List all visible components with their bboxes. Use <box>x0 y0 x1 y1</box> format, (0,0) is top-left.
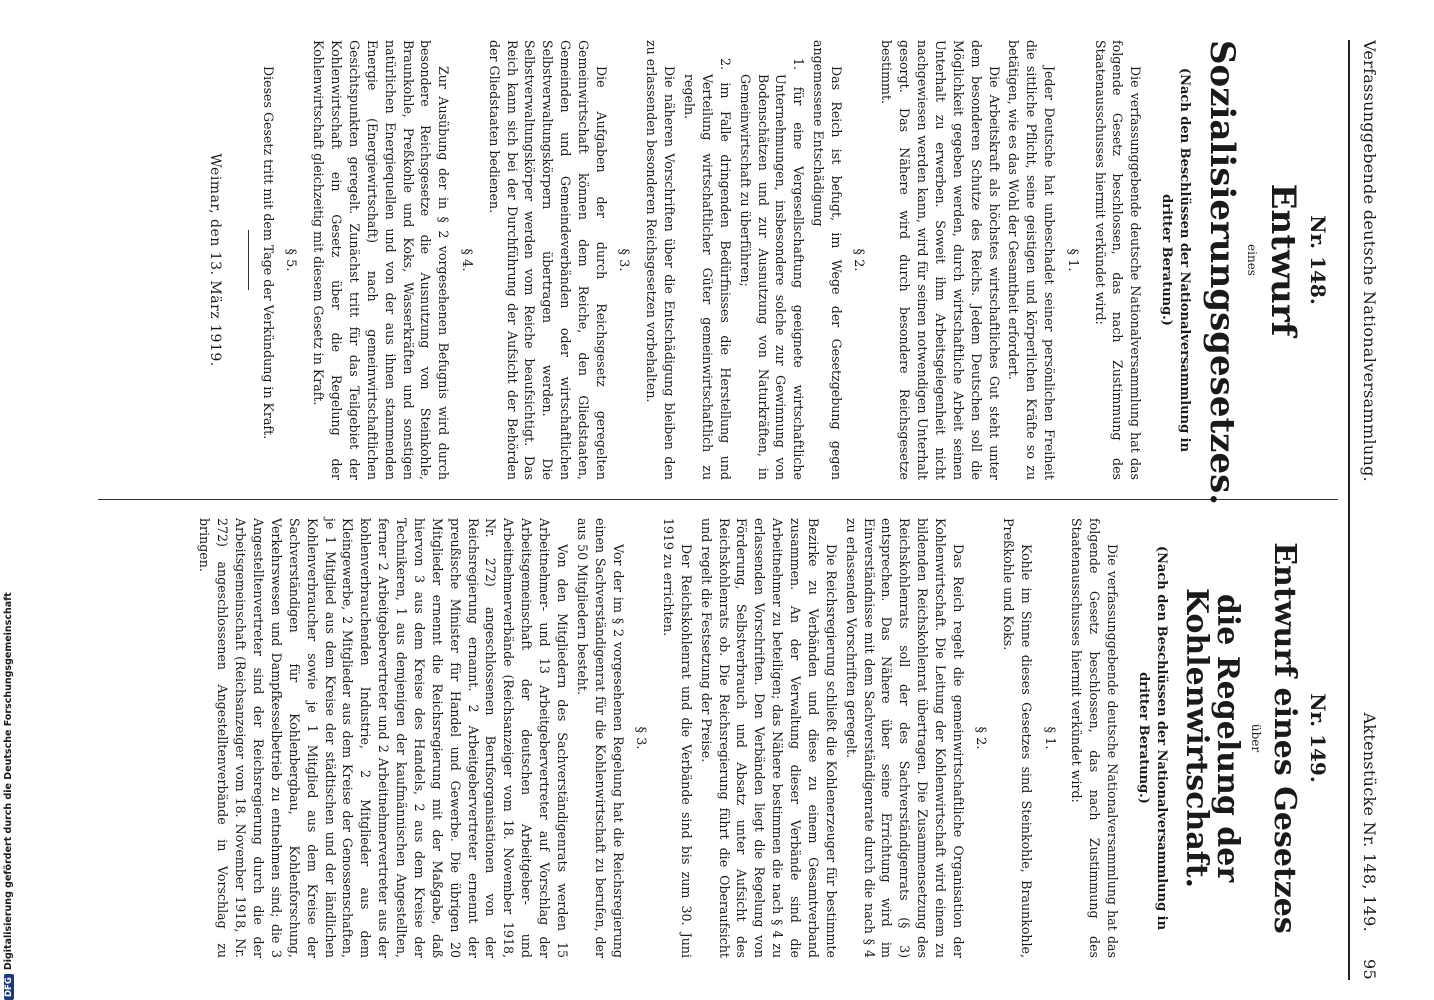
credit-line <box>3 592 14 1000</box>
doc-148-section-2-heading: § 2. <box>851 248 867 272</box>
doc-149-section-3-paragraph-2: Von den Mitgliedern des Sachverständigenrats werden 15 Arbeitnehmer- und 13 Arbeitgebervertreter auf Vorschlag der Arbeitsgemeinschaft der deutschen Arbeitgeber- und Arbeitnehmerverbände (Reichsanzeiger vom 18. November 1918, Nr. 272) angeschlossenen Berufsorganisationen von der Reichsregierung ernannt. 2 Arbeitgebervertreter ernennt der preußische Minister für Handel und Gewerbe. Die übrigen 20 Mitglieder ernennt die Reichsregierung mit der Maßgabe, daß hiervon 3 aus dem Kreise des Handels, 2 aus dem Kreise der Technikeren, 1 aus demjenigen der kaufmännischen Angestellten, ferner 2 Arbeitgebervertreter und 2 Arbeitnehmervertreter aus der kohlenverbrauchenden Industrie, 2 Mitglieder aus dem Kleingewerbe, 2 Mitglieder aus dem Kreise der Genossenschaften, je 1 Mitglied aus dem Kreise der städtischen und der ländlichen Kohlenverbraucher sowie je 1 Mitglied aus dem Kreise der Sachverständigen für Kohlenbergbau, Kohlenforschung, Verkehrswesen und Dampfkesselbetrieb zu entnehmen sind; die 3 Angestelltenvertreter sind der Reichsregierung durch die der Arbeitsgemeinschaft (Reichsanzeiger vom 18. November 1918, Nr. 272) angeschlossenen Angestelltenverbände in Vorschlag zu bringen. <box>197 518 570 958</box>
doc-148-section-4-paragraph-1: Zur Ausübung der in § 2 vorgesehenen Befugnis wird durch besondere Reichsgesetze die Ausnutzung von Steinkohle, Braunkohle, Preßkohle und Koks, Wasserkräften und sonstigen natürlichen Energiequellen und von der aus ihnen stammenden Energie (Energiewirtschaft) nach gemeinwirtschaftlichen Gesichtspunkten geregelt. Zunächst tritt für das Teilgebiet der Kohlenwirtschaft ein Gesetz über die Regelung der Kohlenwirtschaft gleichzeitig mit diesem Gesetz in Kraft. <box>311 40 452 480</box>
doc-148-section-1-paragraph-1: Jeder Deutsche hat unbeschadet seiner persönlichen Freiheit die sittliche Pflicht, seine geistigen und körperlichen Kräfte so zu betätigen, wie es das Wohl der Gesamtheit erfordert. <box>1006 40 1058 480</box>
credit-text: Digitalisierung gefördert durch die Deutsche Forschungsgemeinschaft <box>3 592 14 971</box>
doc-148-section-2-item-2: 2. im Falle dringenden Bedürfnisses die Herstellung und Verteilung wirtschaftlicher Güter gemeinwirtschaftlich zu regeln. <box>682 58 733 480</box>
doc-148-section-3-paragraph-1: Die Aufgaben der durch Reichsgesetz geregelten Gemeinwirtschaft können dem Reiche, den Gliedstaaten, Gemeinden und Gemeindeverbänden oder wirtschaftlichen Selbstverwaltungskörpern übertragen werden. Die Selbstverwaltungskörper werden vom Reiche beaufsichtigt. Das Reich kann sich bei der Durchführung der Aufsicht der Behörden der Gliedstaaten bedienen. <box>486 40 609 480</box>
header-rule <box>1348 40 1350 980</box>
doc-149-kind: Entwurf eines Gesetzes <box>1266 542 1302 934</box>
doc-149-section-1-heading: § 1. <box>1041 726 1057 750</box>
doc-149-section-2-paragraph-2: Die Reichsregierung schließt die Kohlenerzeuger für bestimmte Bezirke zu Verbänden und diese zu einem Gesamtverband zusammen. An der Verwaltung dieser Verbände sind die Arbeitnehmer zu beteiligen; das Nähere bestimmen die nach § 4 zu erlassenden Vorschriften. Den Verbänden liegt die Regelung von Förderung, Selbstverbrauch und Absatz unter Aufsicht des Reichskohlenrats ob. Die Reichsregierung führt die Oberaufsicht und regelt die Festsetzung der Preise. <box>698 518 839 958</box>
doc-149-subtitle: (Nach den Beschlüssen der Nationalversammlung in dritter Beratung.) <box>1135 545 1170 931</box>
running-header-right: Aktenstücke Nr. 148, 149. <box>1360 712 1379 932</box>
doc-148-section-1-paragraph-2: Die Arbeitskraft als höchstes wirtschaftliches Gut steht unter dem besonderen Schutze des Reichs. Jedem Deutschen soll die Möglichkeit gegeben werden, durch wirtschaftliche Arbeit seinen Unterhalt zu erwerben. Soweit ihm Arbeitsgelegenheit nicht nachgewiesen werden kann, wird für seinen notwendigen Unterhalt gesorgt. Das Nähere wird durch besondere Reichsgesetze bestimmt. <box>879 40 1002 480</box>
doc-148-section-5-heading: § 5. <box>283 248 299 272</box>
doc-149-preamble: Die verfassunggebende deutsche Nationalversammlung hat das folgende Gesetz beschlossen, das nach Zustimmung des Staatenausschusses hiermit verkündet wird: <box>1069 518 1121 958</box>
closing-rule <box>248 230 249 290</box>
doc-149-section-2-paragraph-1: Das Reich regelt die gemeinwirtschaftliche Organisation der Kohlenwirtschaft. Die Leitung der Kohlenwirtschaft wird einem zu bildenden Reichskohlenrat übertragen. Die Zusammensetzung des Reichskohlenrats soll der des Sachverständigenrats (§ 3) entsprechen. Das Nähere über seine Errichtung wird im Einverständnisse mit dem Sachverständigenrate durch die nach § 4 zu erlassenden Vorschriften geregelt. <box>843 518 966 958</box>
doc-148-connector: eines <box>1244 244 1259 276</box>
doc-148-section-1-heading: § 1. <box>1064 248 1080 272</box>
document-sheet <box>84 40 1384 980</box>
doc-148-section-2-item-1: 1. für eine Vergesellschaftung geeignete wirtschaftliche Unternehmungen, insbesondere solche zur Gewinnung von Bodenschätzen und zur Ausnutzung von Naturkräften, in Gemeinwirtschaft zu überführen; <box>737 58 807 480</box>
digitization-credit <box>0 592 18 1000</box>
doc-148-section-2-intro: Das Reich ist befugt, im Wege der Gesetzgebung gegen angemessene Entschädigung <box>811 40 845 480</box>
doc-149-section-2-paragraph-3: Der Reichskohlenrat und die Verbände sind bis zum 30. Juni 1919 zu errichten. <box>660 518 694 958</box>
doc-149-section-3-paragraph-1: Vor der im § 2 vorgesehenen Regelung hat die Reichsregierung einen Sachverständigenrat für die Kohlenwirtschaft zu berufen, der aus 50 Mitgliedern besteht. <box>574 518 626 958</box>
doc-148-number: Nr. 148. <box>1306 215 1330 305</box>
doc-149-title: die Regelung der Kohlenwirtschaft. <box>1178 587 1246 889</box>
doc-149-section-1-paragraph-1: Kohle im Sinne dieses Gesetzes sind Steinkohle, Braunkohle, Preßkohle und Koks. <box>1001 518 1035 958</box>
column-divider <box>98 499 1338 500</box>
doc-148-title: Sozialisierungsgesetzes. <box>1201 40 1242 506</box>
page-number: 95 <box>1360 959 1379 980</box>
doc-148-subtitle: (Nach den Beschlüssen der Nationalversammlung in dritter Beratung.) <box>1158 67 1193 453</box>
column-doc-149 <box>98 518 1338 958</box>
doc-149-connector: über <box>1249 723 1264 753</box>
doc-148-section-2-paragraph-2: Die näheren Vorschriften über die Entschädigung bleiben den zu erlassenden besonderen Reichsgesetzen vorbehalten. <box>644 40 678 480</box>
doc-148-section-5-paragraph-1: Dieses Gesetz tritt mit dem Tage der Verkündung in Kraft. <box>260 66 276 440</box>
doc-148-signature: Weimar, den 13. März 1919. <box>207 153 224 367</box>
doc-148-section-3-heading: § 3. <box>616 248 632 272</box>
doc-149-number: Nr. 149. <box>1306 693 1330 783</box>
doc-148-section-4-heading: § 4. <box>458 248 474 272</box>
doc-148-preamble: Die verfassunggebende deutsche Nationalversammlung hat das folgende Gesetz beschlossen, das nach Zustimmung des Staatenausschusses hiermit verkündet wird: <box>1092 40 1144 480</box>
column-doc-148 <box>98 40 1338 506</box>
running-header-left: Verfassunggebende deutsche Nationalversammlung. <box>1360 40 1379 483</box>
doc-149-section-2-heading: § 2. <box>973 726 989 750</box>
doc-149-section-3-heading: § 3. <box>633 726 649 750</box>
dfg-logo: DFG <box>4 974 14 1000</box>
doc-148-kind: Entwurf <box>1262 183 1303 337</box>
